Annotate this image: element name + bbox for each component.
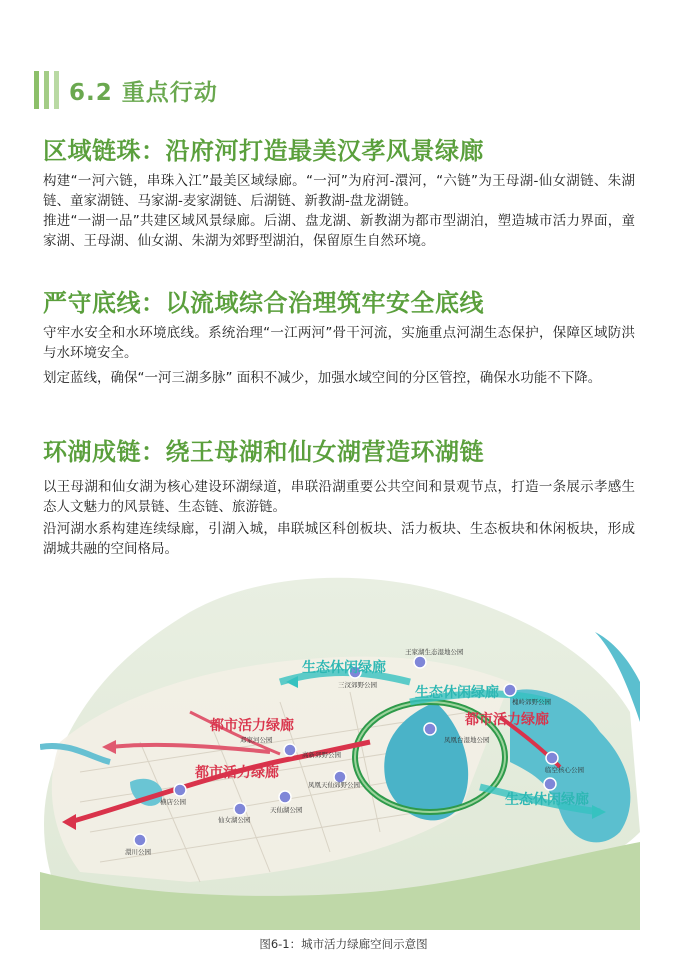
paragraph: 构建“一河六链，串珠入江”最美区域绿廊。“一河”为府河-澴河，“六链”为王母湖-仙女湖链、朱湖链、童家湖链、马家湖-麦家湖链、后湖链、新教湖-盘龙湖链。 [43,173,635,209]
heading-lake-chain: 环湖成链：绕王母湖和仙女湖营造环湖链 [43,438,484,466]
heading-bottom-line: 严守底线：以流域综合治理筑牢安全底线 [43,289,484,317]
label-urban-corridor: 都市活力绿廊 [195,765,279,781]
label-eco-corridor: 生态休闲绿廊 [415,685,499,701]
label-eco-corridor: 生态休闲绿廊 [302,660,386,676]
label-park: 澴川公园 [125,848,151,856]
figure-caption: 图6-1：城市活力绿廊空间示意图 [259,937,428,951]
park-node [424,723,436,735]
park-node [284,744,296,756]
paragraph: 沿河湖水系构建连续绿廊，引湖入城，串联城区科创板块、活力板块、生态板块和休闲板块，形成湖城共融的空间格局。 [43,521,635,557]
label-park: 临空核心公园 [545,766,584,774]
park-node [504,684,516,696]
park-node [544,778,556,790]
park-node [546,752,558,764]
park-node [414,656,426,668]
label-park: 王家湖生态湿地公园 [405,648,464,656]
paragraph: 守牢水安全和水环境底线。系统治理“一江两河”骨干河流，实施重点河湖生态保护，保障区域防洪与水环境安全。 [43,325,635,361]
section-title: 6.2 重点行动 [69,79,218,106]
label-urban-corridor: 都市活力绿廊 [210,718,294,734]
park-node [134,834,146,846]
park-node [234,803,246,815]
label-park: 高新郊野公园 [302,751,341,759]
park-node [174,784,186,796]
paragraph: 以王母湖和仙女湖为核心建设环湖绿道，串联沿湖重要公共空间和景观节点，打造一条展示孝感生态人文魅力的风景链、生态链、旅游链。 [43,479,635,515]
label-park: 横店公园 [160,798,186,806]
paragraph: 推进“一湖一品”共建区域风景绿廊。后湖、盘龙湖、新教湖为都市型湖泊，塑造城市活力界面，童家湖、王母湖、仙女湖、朱湖为郊野型湖泊，保留原生自然环境。 [43,213,635,249]
label-park: 邓家河公园 [240,736,273,744]
label-eco-corridor: 生态休闲绿廊 [505,792,589,808]
label-park: 凤凰天仙郊野公园 [308,781,360,789]
heading-regional-chain: 区域链珠：沿府河打造最美汉孝风景绿廊 [43,137,484,165]
park-node [279,791,291,803]
corridor-map [40,572,640,930]
section-header [34,70,218,110]
section-bars-decoration [34,71,59,109]
paragraph: 划定蓝线，确保“一河三湖多脉” 面积不减少，加强水域空间的分区管控，确保水功能不下降。 [43,370,602,386]
label-park: 三汊郊野公园 [338,681,377,689]
label-park: 槐岭郊野公园 [512,698,551,706]
label-park: 仙女湖公园 [218,816,251,824]
label-urban-corridor: 都市活力绿廊 [465,712,549,728]
label-park: 凤凰台湿地公园 [444,736,490,744]
label-park: 天仙湖公园 [270,806,303,814]
